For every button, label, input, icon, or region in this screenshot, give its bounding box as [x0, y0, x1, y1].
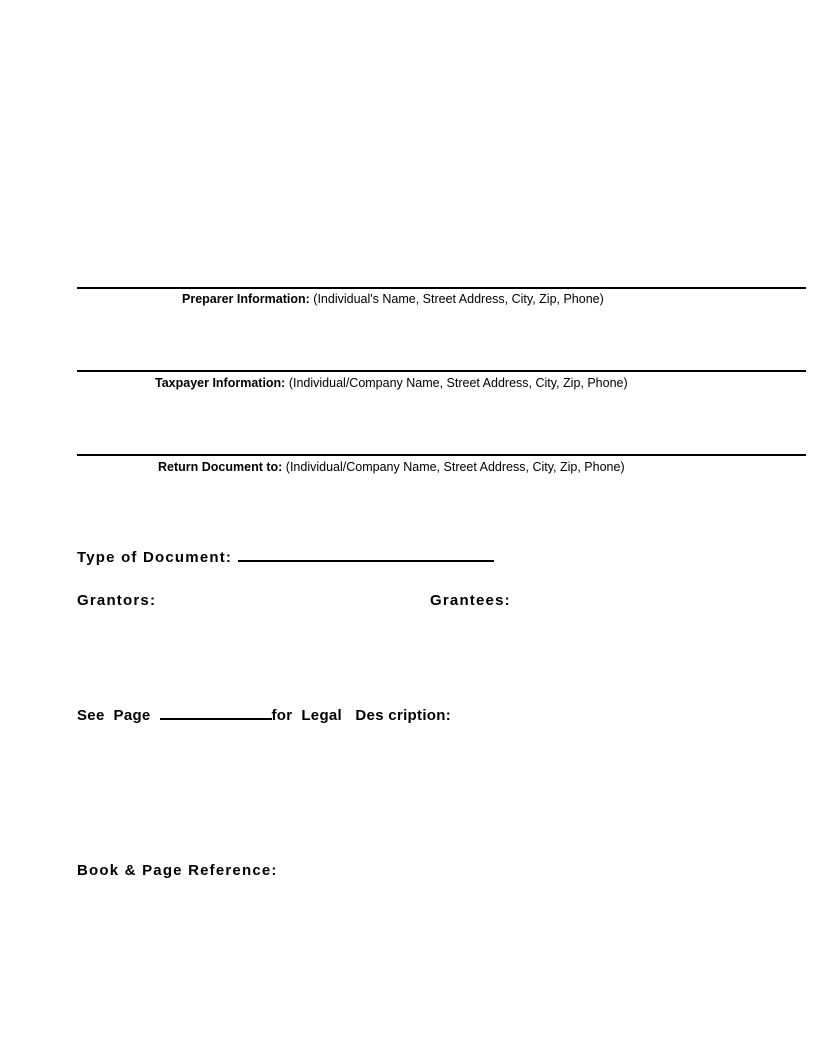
- preparer-hint: (Individual's Name, Street Address, City, Zip, Phone): [313, 292, 604, 306]
- page-number-blank[interactable]: [160, 704, 272, 720]
- legal-description-row: [77, 704, 451, 724]
- legal-description-label: for Legal Des cription:: [271, 707, 452, 724]
- book-page-reference-label: Book & Page Reference:: [77, 862, 278, 879]
- type-of-document-blank[interactable]: [238, 546, 494, 562]
- return-caption: [158, 460, 625, 474]
- preparer-line: [77, 287, 806, 289]
- return-line: [77, 454, 806, 456]
- type-of-document-row: [77, 546, 494, 566]
- type-of-document-label: Type of Document:: [77, 549, 233, 566]
- preparer-label: Preparer Information:: [182, 292, 310, 306]
- return-label: Return Document to:: [158, 460, 283, 474]
- see-page-label: See Page: [77, 707, 151, 724]
- taxpayer-line: [77, 370, 806, 372]
- taxpayer-caption: [155, 376, 628, 390]
- grantors-label: Grantors:: [77, 592, 157, 609]
- taxpayer-hint: (Individual/Company Name, Street Address, City, Zip, Phone): [288, 376, 628, 390]
- grantees-label: Grantees:: [430, 592, 511, 609]
- taxpayer-label: Taxpayer Information:: [155, 376, 286, 390]
- preparer-caption: [182, 292, 604, 306]
- return-hint: (Individual/Company Name, Street Address, City, Zip, Phone): [285, 460, 625, 474]
